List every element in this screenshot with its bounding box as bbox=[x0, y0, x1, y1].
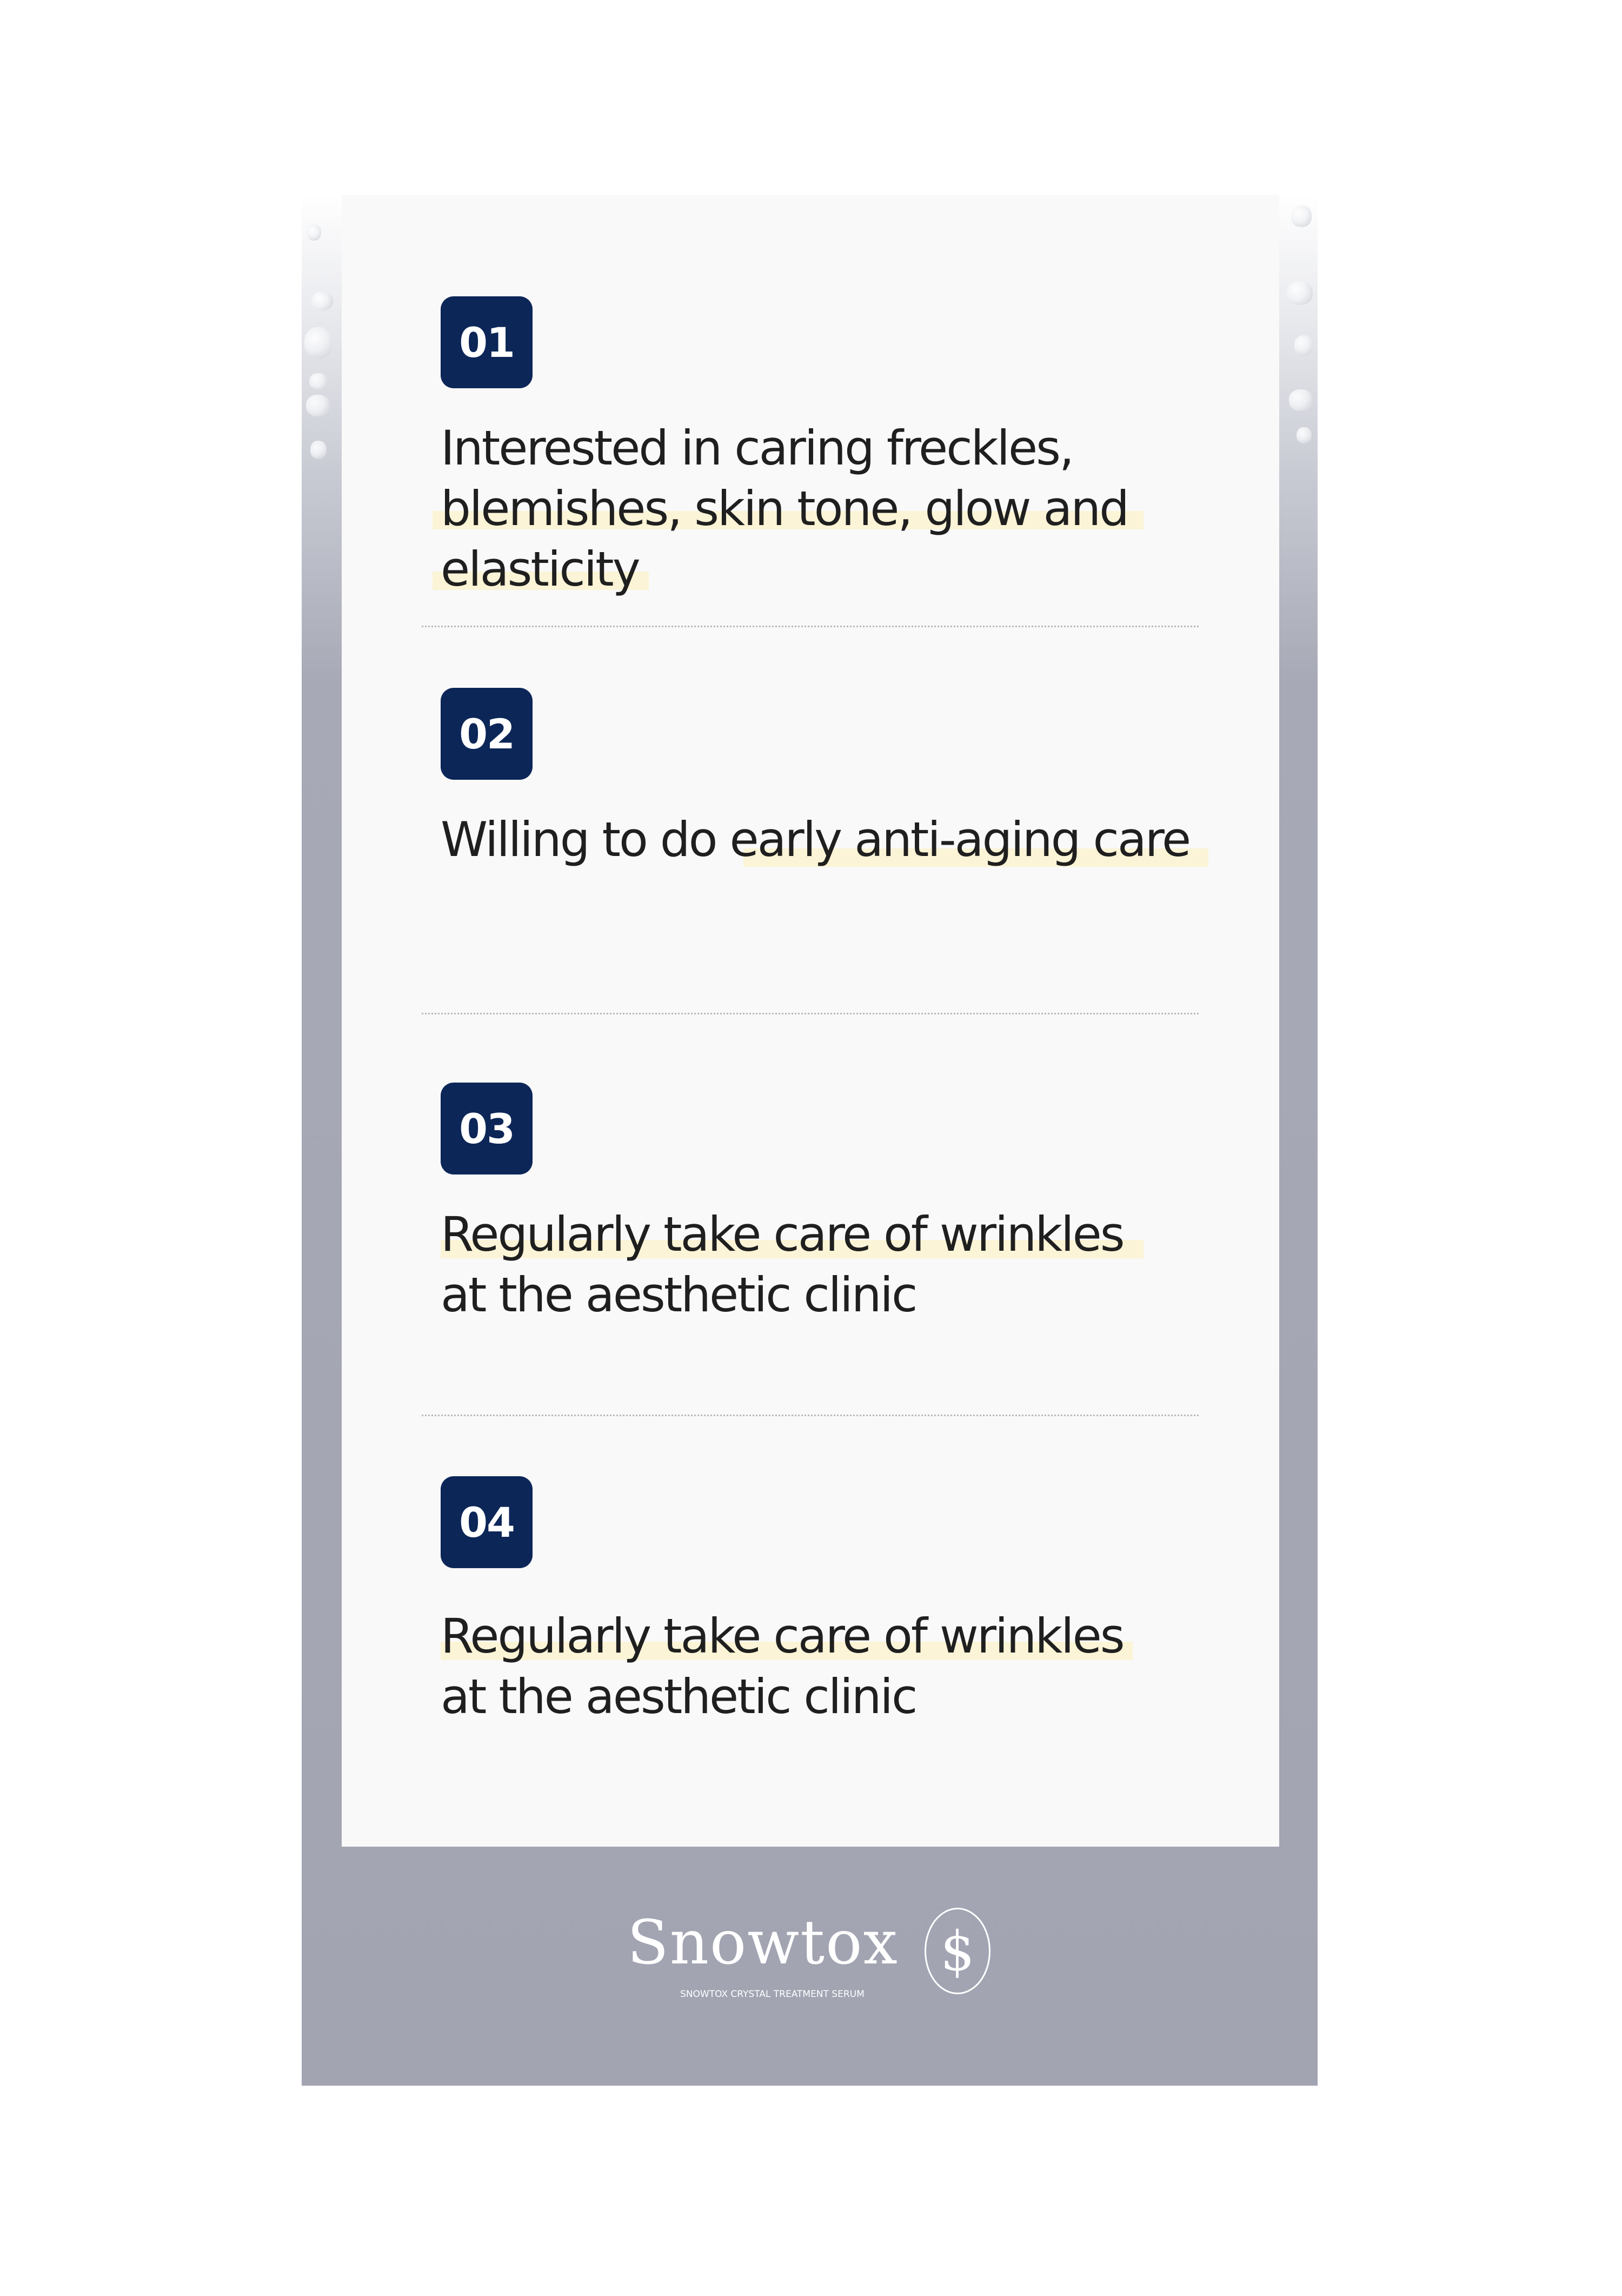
crystal-decoration bbox=[310, 441, 327, 459]
crystal-decoration bbox=[309, 373, 328, 389]
number-badge: 01 bbox=[441, 296, 533, 388]
feature-text-line: blemishes, skin tone, glow and bbox=[441, 481, 1128, 536]
dollar-emblem-icon: $ bbox=[925, 1908, 991, 1994]
crystal-decoration bbox=[1294, 335, 1313, 356]
feature-item-4 bbox=[441, 1476, 1208, 1727]
divider bbox=[422, 1415, 1199, 1416]
number-badge: 02 bbox=[441, 688, 533, 780]
feature-text-line: at the aesthetic clinic bbox=[441, 1669, 916, 1724]
number-badge: 03 bbox=[441, 1083, 533, 1174]
feature-text bbox=[441, 809, 1208, 870]
divider bbox=[422, 1013, 1199, 1014]
divider bbox=[422, 626, 1199, 627]
crystal-decoration bbox=[307, 224, 321, 241]
feature-text-line: at the aesthetic clinic bbox=[441, 1267, 916, 1323]
crystal-decoration bbox=[1289, 389, 1313, 411]
feature-text bbox=[441, 1204, 1208, 1325]
crystal-decoration bbox=[1297, 427, 1312, 443]
brand-subtitle: SNOWTOX CRYSTAL TREATMENT SERUM bbox=[680, 1989, 865, 2000]
feature-text bbox=[441, 1606, 1208, 1727]
brand-name: Snowtox bbox=[627, 1908, 899, 1978]
feature-text-line: Regularly take care of wrinkles bbox=[441, 1608, 1124, 1664]
brand-logo bbox=[627, 1908, 995, 2005]
crystal-decoration bbox=[304, 327, 333, 359]
crystal-decoration bbox=[311, 292, 333, 310]
feature-text bbox=[441, 418, 1208, 600]
feature-item-2 bbox=[441, 688, 1208, 870]
crystal-decoration bbox=[306, 395, 330, 416]
feature-item-3 bbox=[441, 1083, 1208, 1325]
crystal-decoration bbox=[1291, 205, 1312, 227]
feature-text-line: Willing to do early anti-aging care bbox=[441, 812, 1190, 867]
feature-text-line: Regularly take care of wrinkles bbox=[441, 1206, 1124, 1262]
crystal-decoration bbox=[1287, 281, 1313, 305]
feature-item-1 bbox=[441, 296, 1208, 600]
feature-text-line: Interested in caring freckles, bbox=[441, 420, 1073, 476]
number-badge: 04 bbox=[441, 1476, 533, 1568]
feature-text-line: elasticity bbox=[441, 541, 639, 597]
